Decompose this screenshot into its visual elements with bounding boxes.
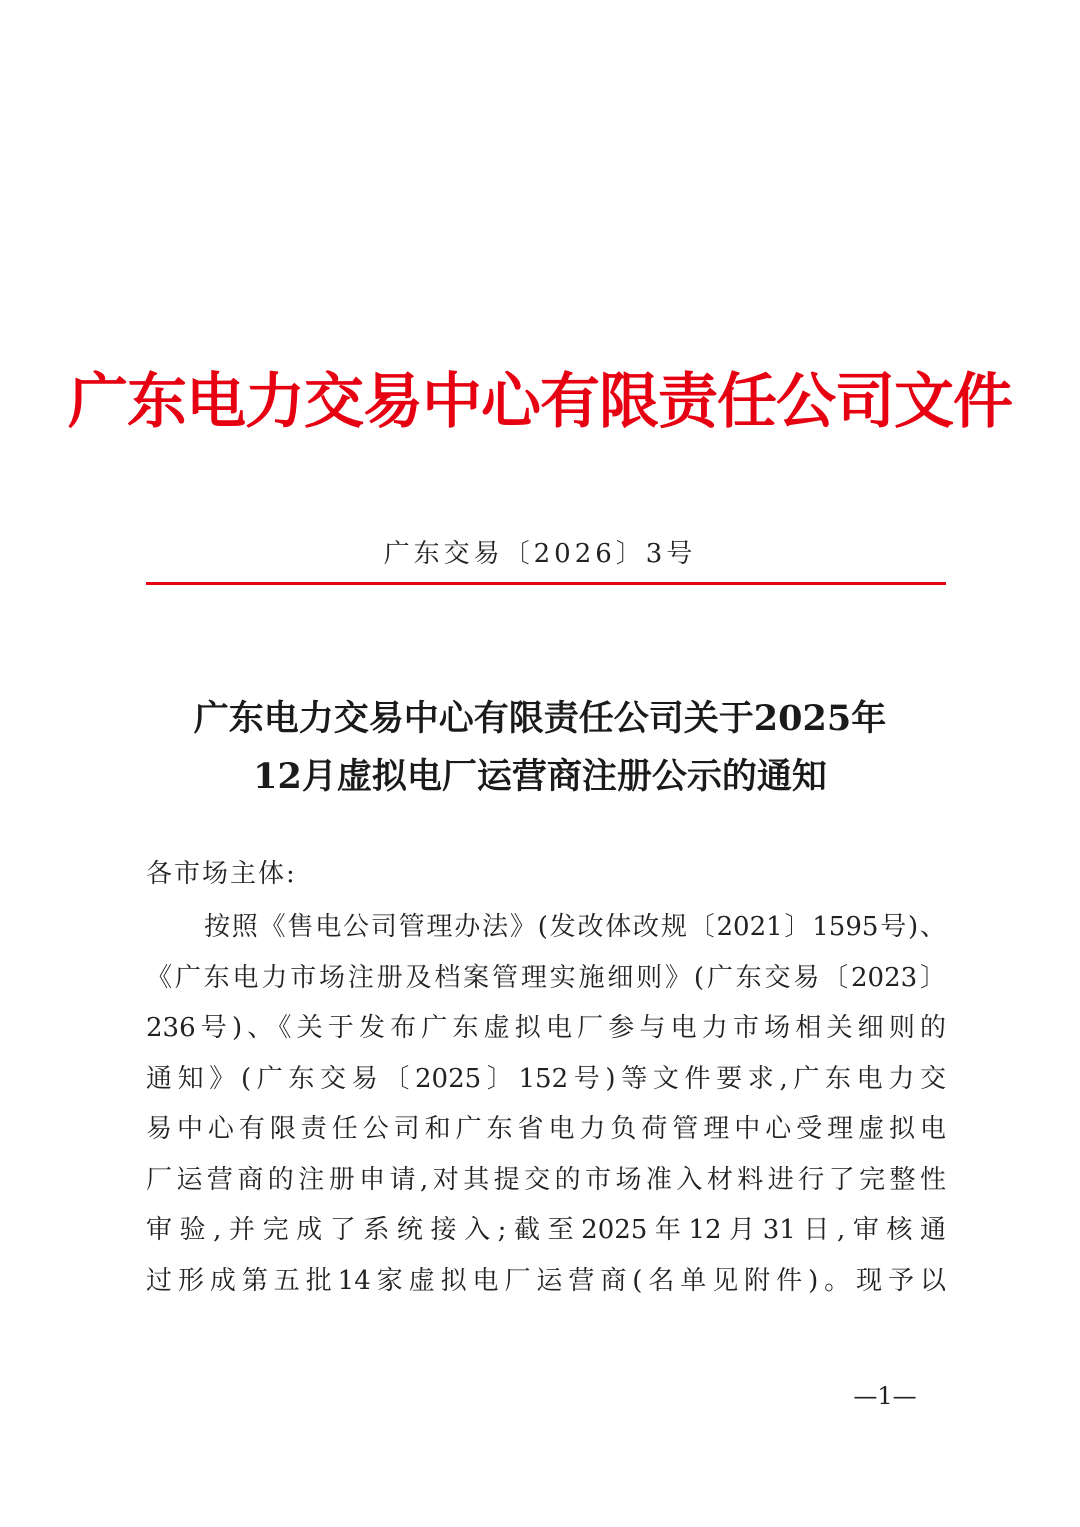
body-line-2: 《广东电力市场注册及档案管理实施细则》(广东交易〔2023〕 [146,962,946,993]
document-number: 广东交易〔2026〕3号 [383,539,697,569]
body-line-6: 厂运营商的注册申请,对其提交的市场准入材料进行了完整性 [146,1164,946,1195]
body-line-5: 易中心有限责任公司和广东省电力负荷管理中心受理虚拟电 [146,1114,946,1144]
body-line-8: 过形成第五批14家虚拟电厂运营商(名单见附件)。现予以 [146,1265,946,1296]
body-paragraph [146,902,946,1306]
body-line-4: 通知》(广东交易〔2025〕152号)等文件要求,广东电力交 [146,1063,946,1094]
page-number: —1— [853,1382,917,1410]
notice-title [110,690,970,806]
notice-title-line-2: 12月虚拟电厂运营商注册公示的通知 [253,756,827,797]
letterhead-title: 广东电力交易中心有限责任公司文件 [68,367,1012,437]
body-line-1: 按照《售电公司管理办法》(发改体改规〔2021〕1595号)、 [204,912,946,942]
body-line-7: 审验,并完成了系统接入;截至2025年12月31日,审核通 [146,1215,946,1245]
salutation: 各市场主体: [146,859,297,889]
body-line-3: 236号)、《关于发布广东虚拟电厂参与电力市场相关细则的 [146,1013,946,1043]
red-divider-line [146,582,946,585]
notice-title-line-1: 广东电力交易中心有限责任公司关于2025年 [193,698,887,739]
